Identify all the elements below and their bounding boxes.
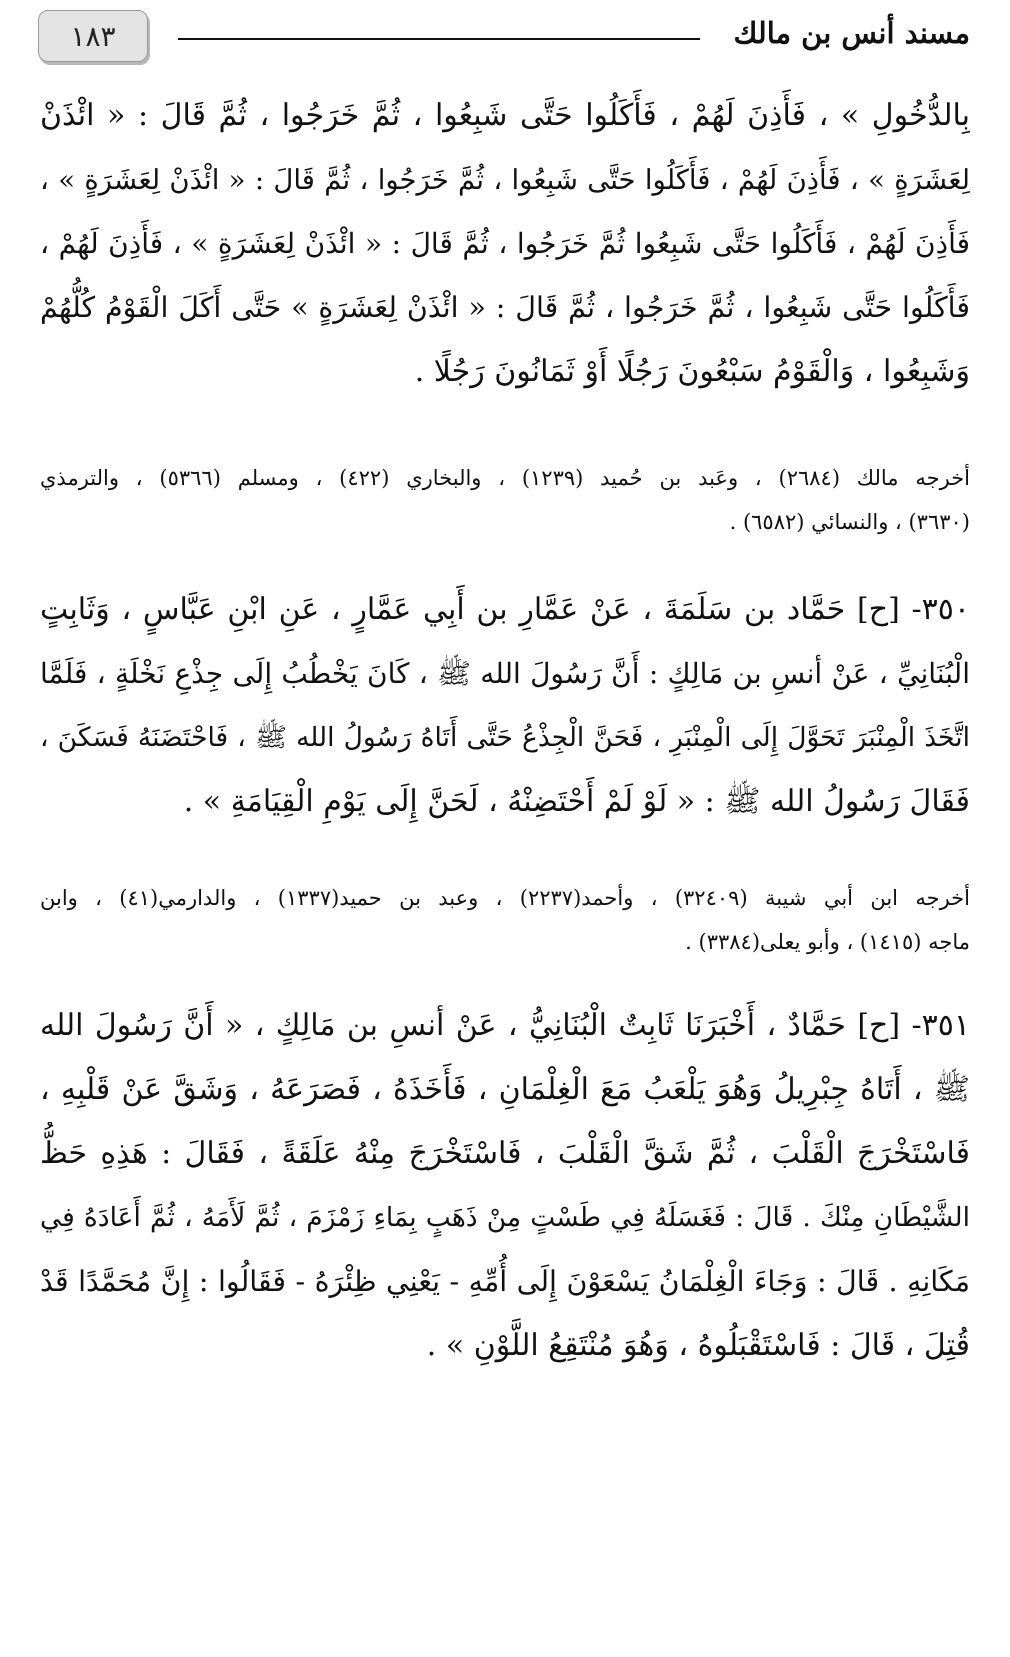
text-line: فَاسْتَخْرَجَ الْقَلْبَ ، ثُمَّ شَقَّ الْقَلْبَ ، فَاسْتَخْرَجَ مِنْهُ عَلَقَةً ، فَقَالَ : هَذِهِ حَظُّ: [40, 1136, 970, 1171]
footnote-line: ماجه (١٤١٥) ، وأبو يعلى(٣٣٨٤) .: [685, 930, 970, 954]
running-title: مسند أنس بن مالك: [733, 16, 970, 50]
text-line: الشَّيْطَانِ مِنْكَ . قَالَ : فَغَسَلَهُ فِي طَسْتٍ مِنْ ذَهَبٍ بِمَاءِ زَمْزَمَ ، ثُمَّ لَأَمَهُ ، ثُمَّ أَعَادَهُ فِي: [40, 1202, 970, 1233]
footnote-line: أخرجه ابن أبي شيبة (٣٢٤٠٩) ، وأحمد(٢٢٣٧) ، وعبد بن حميد(١٣٣٧) ، والدارمي(٤١) ، وابن: [40, 886, 970, 910]
footnote-line: أخرجه مالك (٢٦٨٤) ، وعَبد بن حُميد (١٢٣٩) ، والبخاري (٤٢٢) ، ومسلم (٥٣٦٦) ، والترمذي: [40, 466, 970, 490]
footnote-takhrij-350: [40, 876, 970, 964]
text-line: ٣٥١- [ح] حَمَّادٌ ، أَخْبَرَنَا ثَابِتٌ الْبُنَانِيُّ ، عَنْ أنسِ بن مَالِكٍ ، « أَنَّ رَسُولَ الله: [40, 1008, 970, 1043]
page-number: ١٨٣: [70, 19, 116, 53]
hadith-continuation-text: [40, 84, 970, 404]
text-line: ٣٥٠- [ح] حَمَّاد بن سَلَمَةَ ، عَنْ عَمَّارِ بن أَبِي عَمَّارٍ ، عَنِ ابْنِ عَبَّاسٍ ، وَثَابِتٍ: [40, 592, 970, 627]
text-line: اتَّخَذَ الْمِنْبَرَ تَحَوَّلَ إِلَى الْمِنْبَرِ ، فَحَنَّ الْجِذْعُ حَتَّى أَتَاهُ رَسُولُ الله ﷺ ، فَاحْتَضَنَهُ فَسَكَنَ ،: [40, 722, 970, 753]
header-rule: [178, 38, 700, 40]
hadith-351-text: [40, 994, 970, 1378]
footnote-takhrij-1: [40, 456, 970, 544]
footnote-line: (٣٦٣٠) ، والنسائي (٦٥٨٢) .: [729, 510, 970, 534]
text-line: ﷺ ، أَتَاهُ جِبْرِيلُ وَهُوَ يَلْعَبُ مَعَ الْغِلْمَانِ ، فَأَخَذَهُ ، فَصَرَعَهُ ، وَشَقَّ عَنْ قَلْبِهِ ،: [40, 1072, 970, 1107]
text-line: لِعَشَرَةٍ » ، فَأَذِنَ لَهُمْ ، فَأَكَلُوا حَتَّى شَبِعُوا ، ثُمَّ خَرَجُوا ، ثُمَّ قَالَ : « ائْذَنْ لِعَشَرَةٍ » ،: [40, 164, 970, 196]
text-line: قُتِلَ ، قَالَ : فَاسْتَقْبَلُوهُ ، وَهُوَ مُنْتَقِعُ اللَّوْنِ » .: [426, 1328, 970, 1363]
text-line: فَقَالَ رَسُولُ الله ﷺ : « لَوْ لَمْ أَحْتَضِنْهُ ، لَحَنَّ إِلَى يَوْمِ الْقِيَامَةِ » .: [183, 784, 970, 819]
text-line: وَشَبِعُوا ، وَالْقَوْمُ سَبْعُونَ رَجُلًا أَوْ ثَمَانُونَ رَجُلًا .: [414, 354, 970, 389]
page-number-badge: [38, 10, 148, 62]
text-line: فَأَذِنَ لَهُمْ ، فَأَكَلُوا حَتَّى شَبِعُوا ثُمَّ خَرَجُوا ، ثُمَّ قَالَ : « ائْذَنْ لِعَشَرَةٍ » ، فَأَذِنَ لَهُمْ ،: [40, 227, 970, 260]
text-line: مَكَانِهِ . قَالَ : وَجَاءَ الْغِلْمَانُ يَسْعَوْنَ إِلَى أُمِّهِ - يَعْنِي ظِئْرَهُ - فَقَالُوا : إِنَّ مُحَمَّدًا قَدْ: [40, 1265, 970, 1298]
text-line: بِالدُّخُولِ » ، فَأَذِنَ لَهُمْ ، فَأَكَلُوا حَتَّى شَبِعُوا ، ثُمَّ خَرَجُوا ، ثُمَّ قَالَ : « ائْذَنْ: [40, 98, 970, 133]
text-line: الْبُنَانِيِّ ، عَنْ أنسِ بن مَالِكٍ : أَنَّ رَسُولَ الله ﷺ ، كَانَ يَخْطُبُ إِلَى جِذْعِ نَخْلَةٍ ، فَلَمَّا: [40, 657, 970, 690]
text-line: فَأَكَلُوا حَتَّى شَبِعُوا ، ثُمَّ خَرَجُوا ، ثُمَّ قَالَ : « ائْذَنْ لِعَشَرَةٍ » حَتَّى أَكَلَ الْقَوْمُ كُلُّهُمْ: [40, 291, 970, 324]
hadith-350-text: [40, 578, 970, 834]
